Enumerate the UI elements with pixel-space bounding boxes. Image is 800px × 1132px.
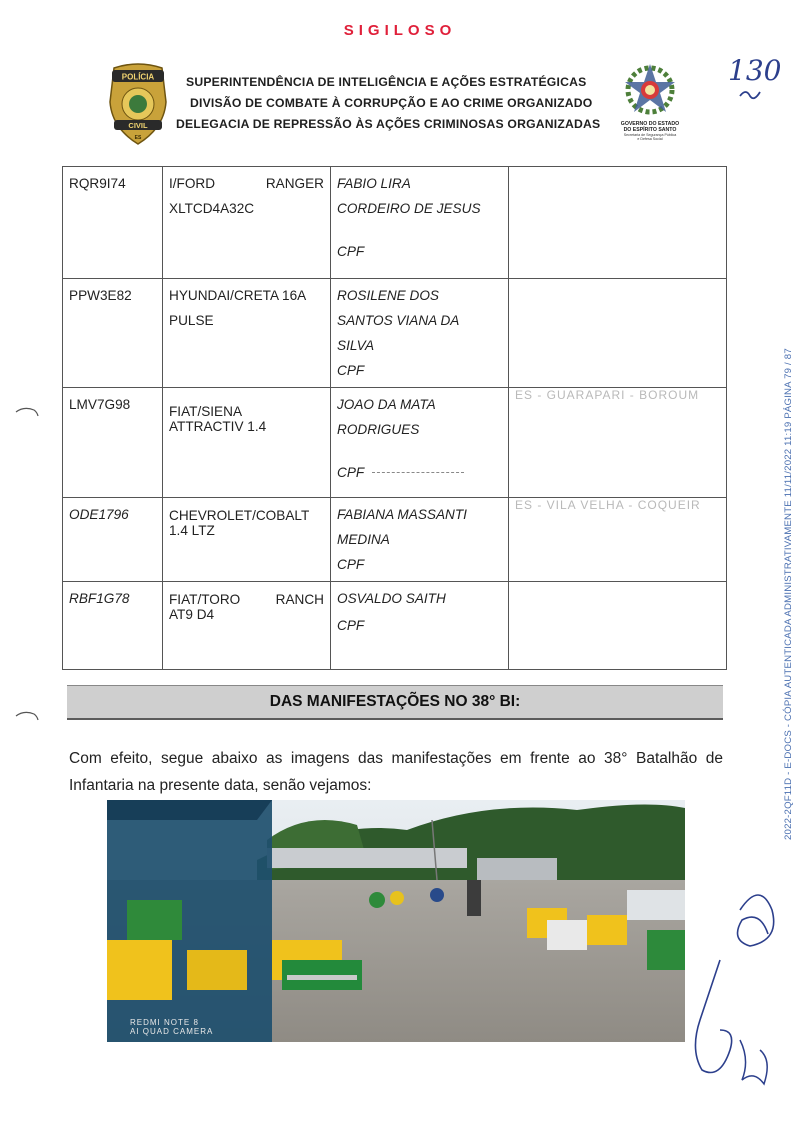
address-cell [509,167,727,279]
classification-label: SIGILOSO [343,22,457,39]
letterhead [176,72,616,135]
photo-watermark: REDMI NOTE 8 AI QUAD CAMERA [130,1018,214,1036]
address-cell [509,279,727,388]
header-line-2: DIVISÃO DE COMBATE À CORRUPÇÃO E AO CRIME ORGANIZADO [190,96,593,110]
model-cell: FIAT/SIENA ATTRACTIV 1.4 [163,388,331,498]
svg-text:ES: ES [134,135,142,141]
owner-cell: FABIANA MASSANTI MEDINA CPF [331,498,509,582]
handwritten-signature [680,880,790,1100]
vehicle-table [62,166,727,670]
redaction-mark [372,472,464,475]
svg-text:POLÍCIA: POLÍCIA [121,72,155,82]
government-label: GOVERNO DO ESTADO DO ESPÍRITO SANTO Secretaria de Segurança Pública e Defesa Social [620,121,680,142]
model-cell: HYUNDAI/CRETA 16A PULSE [163,279,331,388]
table-row [63,167,727,279]
plate-cell: PPW3E82 [63,279,163,388]
table-row [63,279,727,388]
owner-cell: OSVALDO SAITH CPF [331,582,509,670]
address-cell [509,582,727,670]
owner-cell: ROSILENE DOS SANTOS VIANA DA SILVA CPF [331,279,509,388]
model-cell: I/FORD RANGER XLTCD4A32C [163,167,331,279]
plate-cell: LMV7G98 [63,388,163,498]
svg-text:CIVIL: CIVIL [128,121,148,130]
handwritten-page-number [726,52,786,106]
table-row [63,388,727,498]
plate-cell: RQR9I74 [63,167,163,279]
model-cell: CHEVROLET/COBALT 1.4 LTZ [163,498,331,582]
address-cell: ES - VILA VELHA - COQUEIR [509,498,727,582]
table-row [63,498,727,582]
table-row [63,582,727,670]
model-cell: FIAT/TORO RANCH AT9 D4 [163,582,331,670]
policia-civil-badge-icon [106,62,170,146]
margin-check-mark [14,404,40,418]
plate-cell: ODE1796 [63,498,163,582]
body-paragraph: Com efeito, segue abaixo as imagens das manifestações em frente ao 38° Batalhão de Infantaria na presente data, senão vejamos: [69,750,723,794]
owner-cell: FABIO LIRA CORDEIRO DE JESUS CPF [331,167,509,279]
address-cell: ES - GUARAPARI - BOROUM [509,388,727,498]
svg-text:130: 130 [728,54,782,87]
margin-check-mark [14,708,40,722]
header-line-1: SUPERINTENDÊNCIA DE INTELIGÊNCIA E AÇÕES ESTRATÉGICAS [186,75,587,89]
state-coat-of-arms-icon [620,60,680,120]
header-line-3: DELEGACIA DE REPRESSÃO ÀS AÇÕES CRIMINOSAS ORGANIZADAS [176,117,601,131]
demonstration-photo [107,800,685,1042]
authentication-stamp: 2022-2QF11D - E-DOCS - CÓPIA AUTENTICADA ADMINISTRATIVAMENTE 11/11/2022 11:19 PÁGINA 79 / 87 [783,348,794,840]
plate-cell: RBF1G78 [63,582,163,670]
owner-cell: JOAO DA MATA RODRIGUES CPF [331,388,509,498]
section-heading: DAS MANIFESTAÇÕES NO 38° BI: [67,685,723,720]
